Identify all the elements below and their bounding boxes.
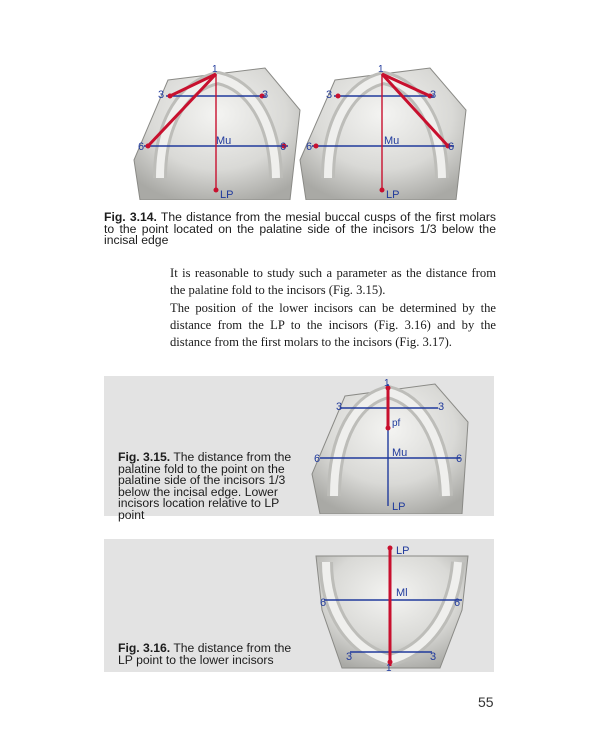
right-cast-right-molar-label: 6	[448, 141, 455, 153]
fig16-right-molar-label: 6	[454, 597, 461, 609]
right-cast-left-molar-label: 6	[306, 141, 313, 153]
right-cusp-label: 3	[262, 89, 269, 101]
figure-3-14-text: The distance from the mesial buccal cusps of the first molars to the point located on the palatine side of the incisors 1/3 below the incisal edge	[104, 210, 497, 248]
figure-3-16-image	[312, 540, 472, 671]
figure-3-16-caption	[118, 643, 302, 666]
figure-3-15-caption	[118, 452, 302, 522]
fig15-right-cusp-label: 3	[438, 401, 445, 413]
figure-3-15-image	[310, 378, 470, 514]
figure-3-15-text: The distance from the palatine fold to the point on the palatine side of the incisors 1/3 below the incisal edge. Lower incisors location relative to LP point	[118, 450, 292, 522]
fig16-ml-label: Ml	[396, 587, 408, 599]
right-cast-right-cusp-label: 3	[430, 89, 437, 101]
left-top-label: 1	[212, 64, 218, 75]
lp-label: LP	[220, 189, 234, 200]
upper-cast-left	[134, 68, 300, 200]
body-text	[170, 265, 496, 352]
fig15-mu-label: Mu	[392, 447, 408, 459]
page-number: 55	[478, 694, 494, 710]
right-top-label: 1	[378, 64, 384, 75]
mu-label: Mu	[216, 135, 232, 147]
right-cast-left-cusp-label: 3	[326, 89, 333, 101]
right-molar-label: 6	[280, 141, 287, 153]
fig15-lp-label: LP	[392, 501, 406, 513]
left-cusp-label: 3	[158, 89, 165, 101]
figure-3-16-label: Fig. 3.16.	[118, 641, 171, 655]
left-molar-label: 6	[138, 141, 145, 153]
body-paragraph-2: The position of the lower incisors can be determined by the distance from the LP to the incisors (Fig. 3.16) and by the distance from the first molars to the incisors (Fig. 3.17).	[170, 301, 496, 349]
fig15-pf-label: pf	[392, 418, 401, 429]
fig16-bottom-label: 1	[386, 663, 392, 671]
figure-3-14-caption	[104, 212, 496, 247]
fig15-right-molar-label: 6	[456, 453, 463, 465]
figure-3-14-label: Fig. 3.14.	[104, 210, 157, 224]
fig16-left-molar-label: 6	[320, 597, 327, 609]
fig15-left-cusp-label: 3	[336, 401, 343, 413]
right-cast-mu-label: Mu	[384, 135, 400, 147]
figure-3-15-label: Fig. 3.15.	[118, 450, 171, 464]
figure-3-14-image	[130, 60, 470, 200]
fig16-lp-label: LP	[396, 545, 410, 557]
right-cast-lp-label: LP	[386, 189, 400, 200]
fig15-top-label: 1	[384, 378, 390, 389]
upper-cast-right	[300, 68, 466, 200]
fig16-left-cusp-label: 3	[346, 651, 353, 663]
figure-3-16-text: The distance from the LP point to the lower incisors	[118, 641, 292, 667]
body-paragraph-1: It is reasonable to study such a parameter as the distance from the palatine fold to the incisors (Fig. 3.15).	[170, 266, 496, 297]
fig16-right-cusp-label: 3	[430, 651, 437, 663]
fig15-left-molar-label: 6	[314, 453, 321, 465]
